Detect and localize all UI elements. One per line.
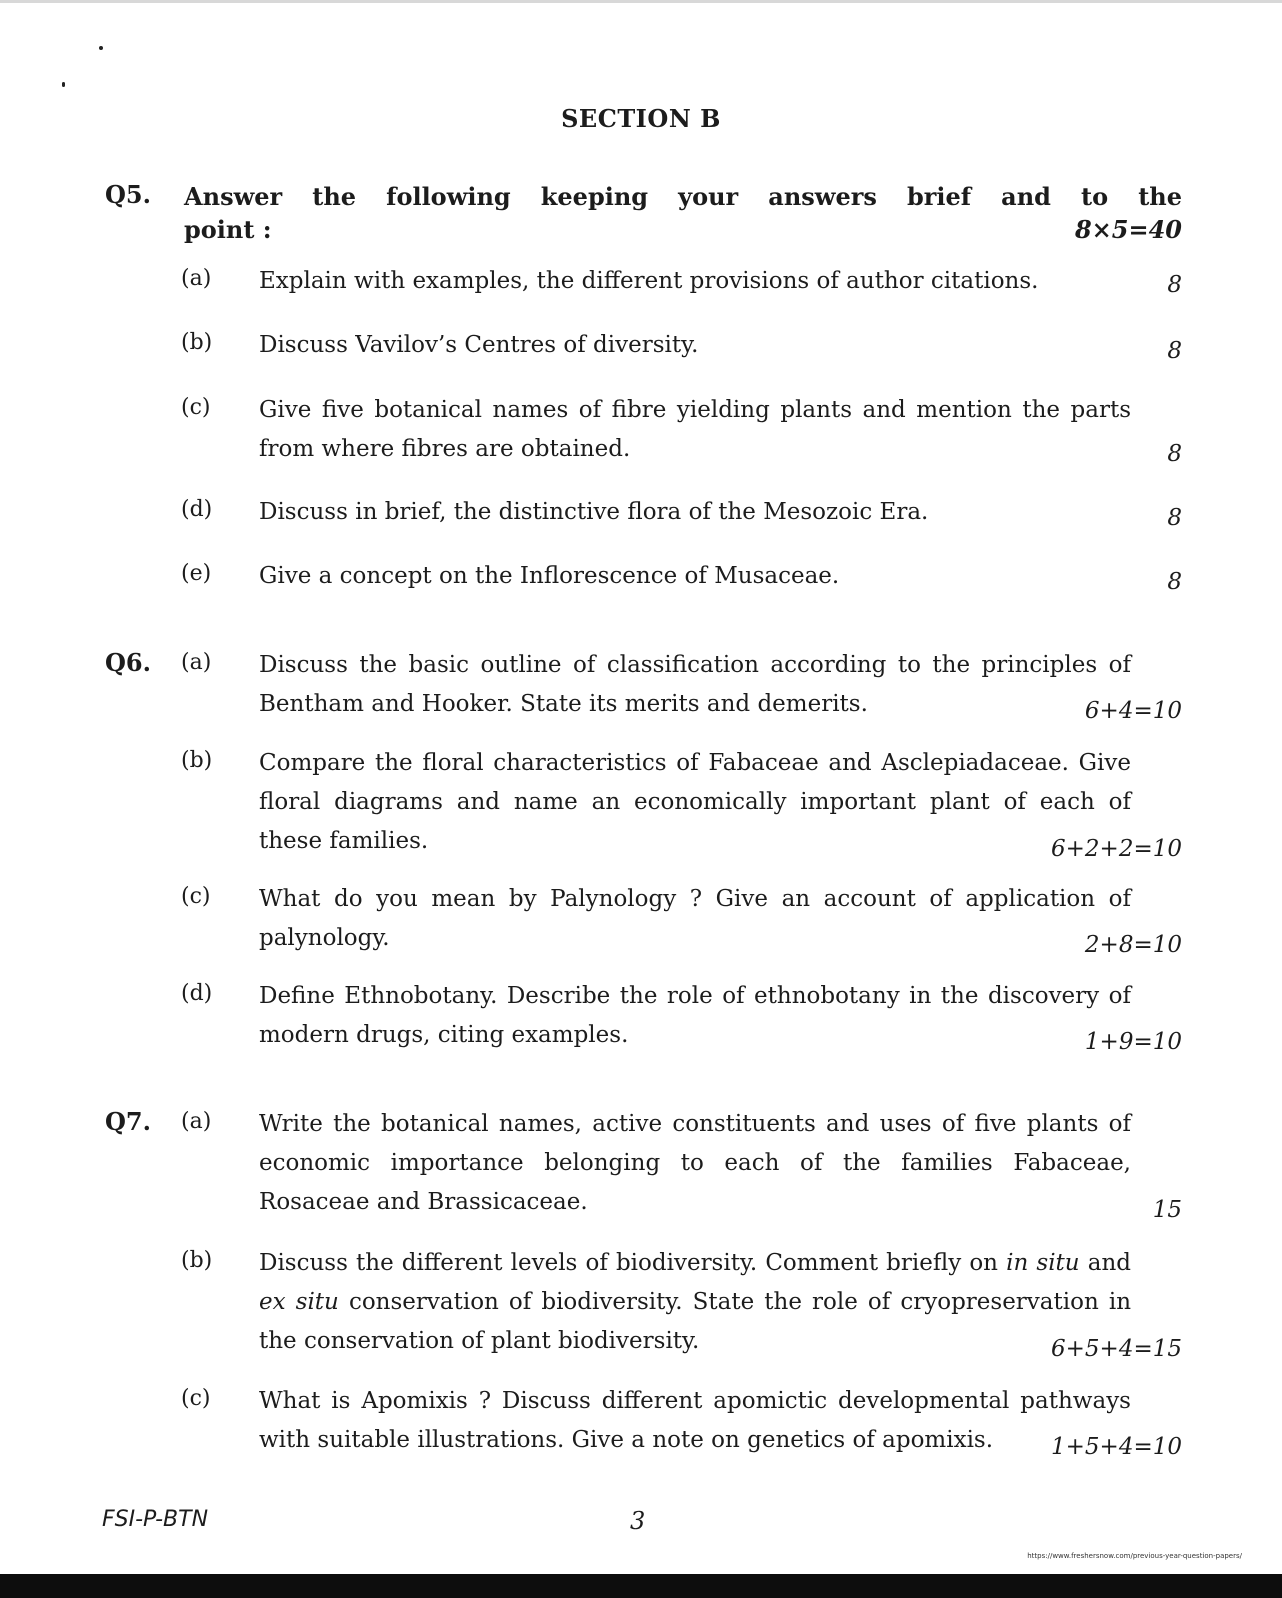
q6-a-marks: 6+4=10 [1084, 698, 1182, 724]
source-url: https://www.freshersnow.com/previous-year-question-papers/ [1027, 1552, 1242, 1560]
q7-b-marks: 6+5+4=15 [1051, 1336, 1182, 1362]
section-title: SECTION B [561, 104, 721, 133]
q5-c-marks: 8 [1167, 441, 1182, 467]
question-number-q5: Q5. [105, 180, 151, 209]
q5-d-text: Discuss in brief, the distinctive flora of the Mesozoic Era. [259, 499, 929, 525]
q6-d-label: (d) [181, 981, 213, 1006]
q7-b-label: (b) [181, 1248, 213, 1273]
q5-e-label: (e) [181, 561, 212, 586]
q5-b-label: (b) [181, 330, 213, 355]
q7-a-label: (a) [181, 1109, 212, 1134]
q5-intro-line2 [184, 213, 1182, 246]
q5-a-label: (a) [181, 266, 212, 291]
q7-b-ex-situ: ex situ [259, 1289, 339, 1315]
q5-intro-line2-text: point : [184, 215, 272, 244]
q6-d-text: Define Ethnobotany. Describe the role of ethnobotany in the discovery of modern drugs, citing examples. [259, 983, 1131, 1048]
q7-a-marks: 15 [1152, 1197, 1182, 1223]
q6-a-text: Discuss the basic outline of classification according to the principles of Bentham and Hooker. State its merits and demerits. [259, 652, 1131, 717]
q5-e-text: Give a concept on the Inflorescence of Musaceae. [259, 563, 840, 589]
q5-b-text: Discuss Vavilov’s Centres of diversity. [259, 332, 699, 358]
q5-c-text: Give five botanical names of fibre yielding plants and mention the parts from where fibres are obtained. [259, 397, 1131, 462]
q7-a-text: Write the botanical names, active constituents and uses of five plants of economic importance belonging to each of the families Fabaceae, Rosaceae and Brassicaceae. [259, 1111, 1131, 1215]
q7-b-text-part3: conservation of biodiversity. State the role of cryopreservation in the conservation of plant biodiversity. [259, 1289, 1132, 1354]
q5-e-marks: 8 [1167, 569, 1182, 595]
q6-c-text: What do you mean by Palynology ? Give an account of application of palynology. [259, 886, 1131, 951]
scan-top-edge [0, 0, 1282, 3]
q7-b-text-part2: and [1079, 1250, 1131, 1276]
q6-b-text: Compare the floral characteristics of Fabaceae and Asclepiadaceae. Give floral diagrams and name an economically important plant of each of these families. [259, 750, 1131, 854]
q5-total-marks: 8×5=40 [1074, 215, 1182, 244]
page-number: 3 [630, 1507, 646, 1535]
question-number-q7: Q7. [105, 1107, 151, 1136]
q7-b-in-situ: in situ [1006, 1250, 1080, 1276]
q6-a-label: (a) [181, 650, 212, 675]
q7-b-text [259, 1244, 1131, 1361]
scan-speck [99, 46, 103, 50]
q7-b-text-part1: Discuss the different levels of biodiversity. Comment briefly on [259, 1250, 1007, 1276]
scan-bottom-edge [0, 1574, 1282, 1598]
q5-b-marks: 8 [1167, 338, 1182, 364]
q7-c-marks: 1+5+4=10 [1051, 1434, 1182, 1460]
q5-intro-line1: Answer the following keeping your answers brief and to the [184, 182, 1182, 211]
paper-code: FSI-P-BTN [102, 1507, 209, 1532]
scan-speck [62, 82, 65, 87]
q5-d-label: (d) [181, 497, 213, 522]
q6-b-marks: 6+2+2=10 [1051, 836, 1182, 862]
q6-d-marks: 1+9=10 [1084, 1029, 1182, 1055]
q7-c-label: (c) [181, 1386, 211, 1411]
question-number-q6: Q6. [105, 648, 151, 677]
q5-a-text: Explain with examples, the different provisions of author citations. [259, 268, 1039, 294]
q6-c-label: (c) [181, 884, 211, 909]
q5-intro [184, 180, 1182, 246]
q5-a-marks: 8 [1167, 272, 1182, 298]
q6-b-label: (b) [181, 748, 213, 773]
q5-d-marks: 8 [1167, 505, 1182, 531]
q5-c-label: (c) [181, 395, 211, 420]
q6-c-marks: 2+8=10 [1084, 932, 1182, 958]
q7-c-text: What is Apomixis ? Discuss different apomictic developmental pathways with suitable illustrations. Give a note on genetics of apomixis. [259, 1388, 1131, 1453]
